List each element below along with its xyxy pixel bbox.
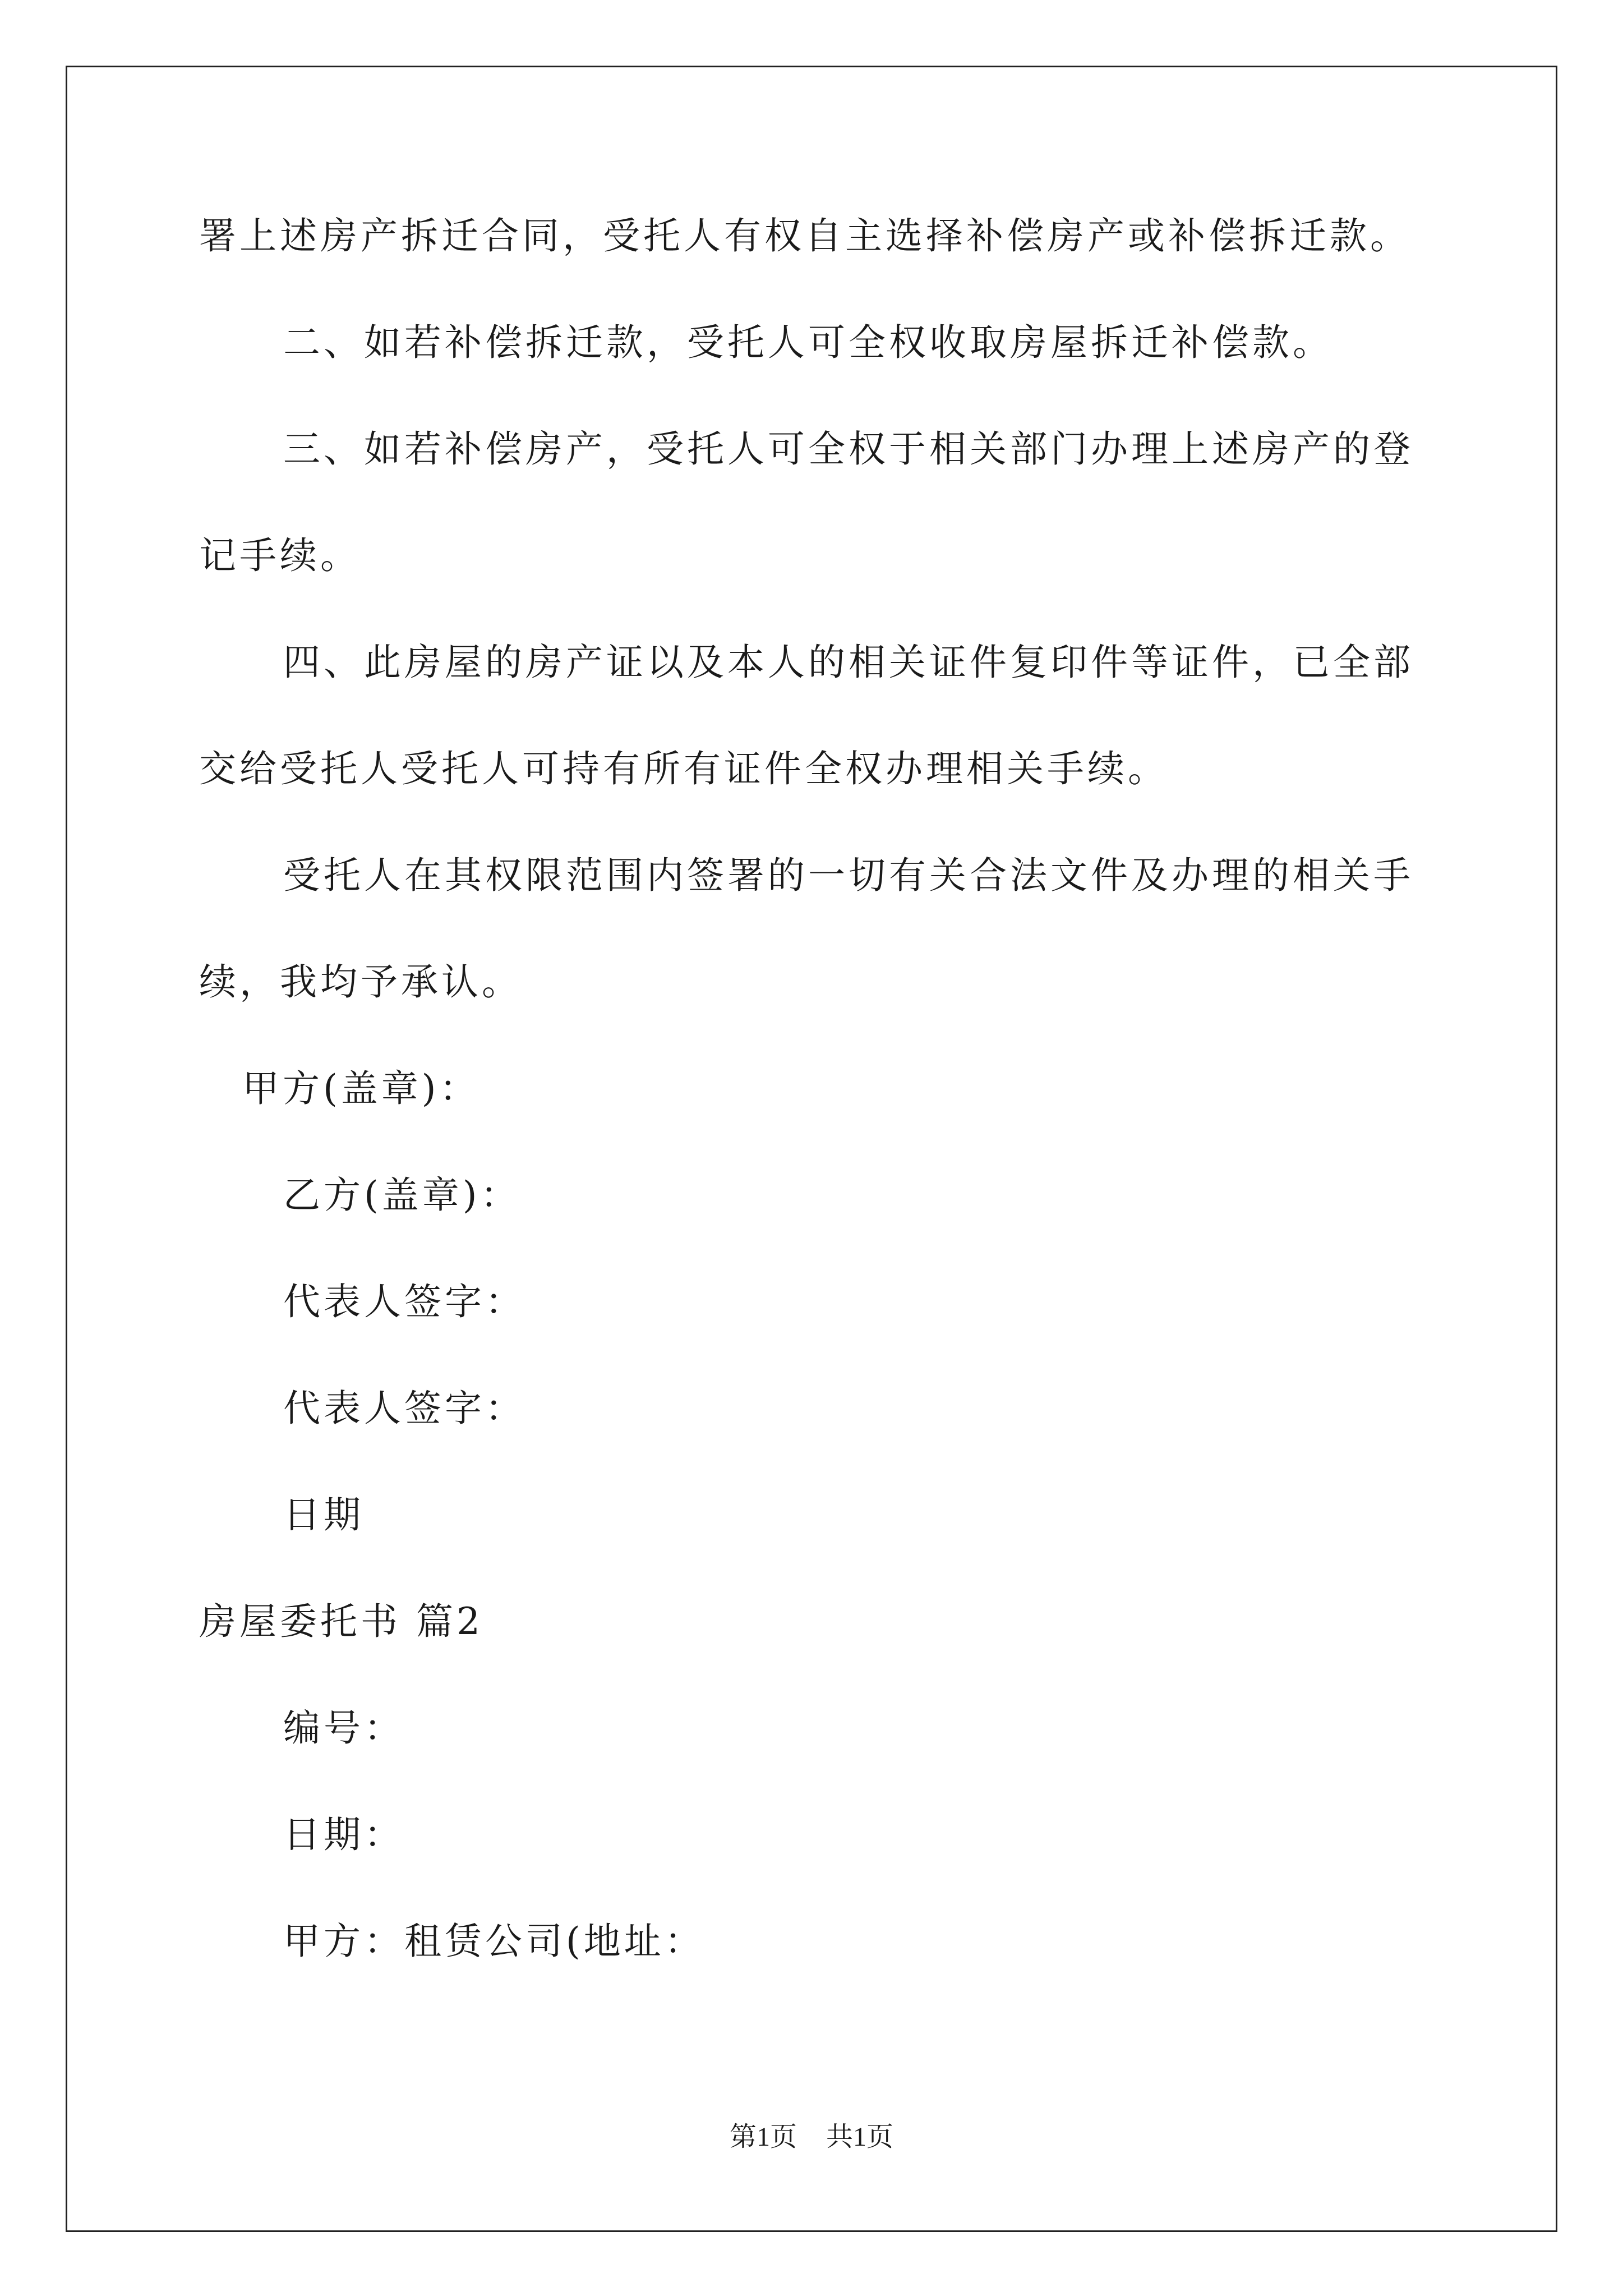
representative-signature-1: 代表人签字： (283, 1280, 525, 1323)
party-b-seal: 乙方(盖章)： (283, 1174, 521, 1217)
clause-three-cont: 记手续。 (199, 534, 361, 577)
acknowledgement-cont: 续，我均予承认。 (199, 960, 522, 1004)
number-label: 编号： (283, 1706, 404, 1750)
page-number-total: 共1页 (826, 2122, 894, 2152)
party-a-seal: 甲方(盖章)： (242, 1067, 480, 1110)
representative-signature-2: 代表人签字： (283, 1387, 525, 1430)
clause-two: 二、如若补偿拆迁款，受托人可全权收取房屋拆迁补偿款。 (283, 321, 1333, 364)
date-field: 日期： (283, 1813, 404, 1856)
section-heading: 房屋委托书 篇2 (199, 1600, 483, 1643)
acknowledgement: 受托人在其权限范围内签署的一切有关合法文件及办理的相关手 (283, 854, 1414, 897)
page-frame (66, 66, 1557, 2232)
party-a-company: 甲方：租赁公司(地址： (283, 1920, 705, 1963)
clause-four-cont: 交给受托人受托人可持有所有证件全权办理相关手续。 (199, 747, 1168, 790)
page-footer (0, 2120, 1623, 2154)
clause-three: 三、如若补偿房产，受托人可全权于相关部门办理上述房产的登 (283, 427, 1414, 471)
body-line-1: 署上述房产拆迁合同，受托人有权自主选择补偿房产或补偿拆迁款。 (199, 214, 1410, 257)
page-number-current: 第1页 (729, 2122, 797, 2152)
date-label: 日期 (283, 1493, 364, 1536)
clause-four: 四、此房屋的房产证以及本人的相关证件复印件等证件，已全部 (283, 641, 1414, 684)
